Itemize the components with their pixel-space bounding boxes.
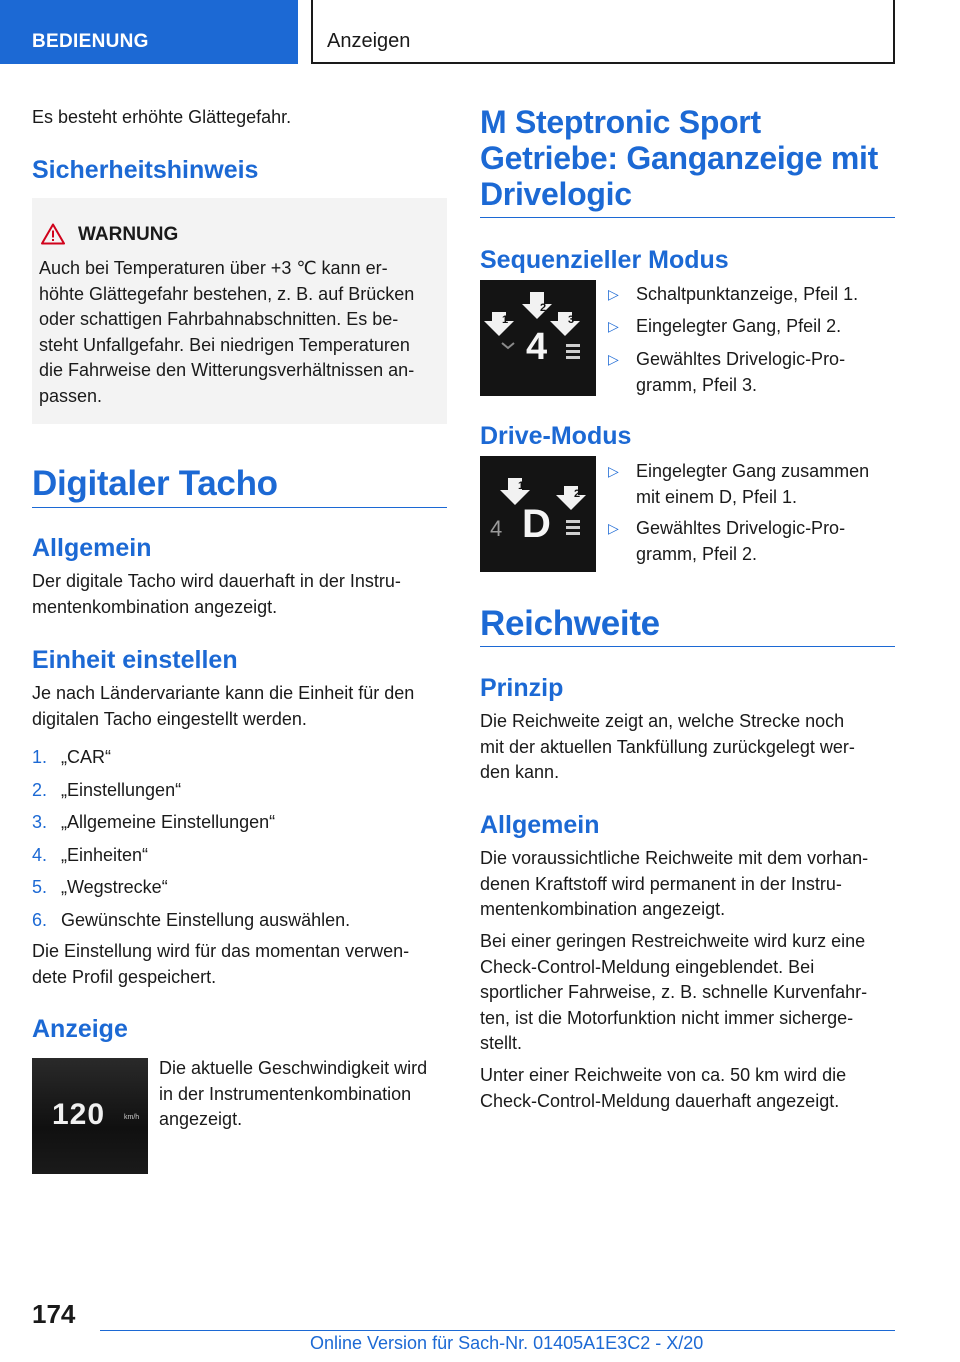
allgemein-heading: Allgemein [32, 534, 152, 562]
text-line: digitalen Tacho eingestellt werden. [32, 708, 307, 729]
drive-letter: D [522, 502, 551, 546]
arrow-label: 1 [518, 480, 525, 492]
list-item [32, 810, 452, 843]
prinzip-heading: Prinzip [480, 674, 564, 702]
allgemein-p3 [480, 1063, 900, 1114]
warning-body [39, 256, 444, 409]
steptronic-rule [480, 217, 895, 218]
step-text: „Wegstrecke“ [61, 877, 168, 897]
text-line: mentenkombination angezeigt. [480, 899, 726, 919]
list-item [608, 282, 898, 312]
allgemein-p1 [480, 846, 900, 923]
warning-line: steht Unfallgefahr. Bei niedrigen Temperaturen [39, 334, 410, 355]
step-text: Gewünschte Einstellung auswählen. [61, 909, 351, 930]
reichweite-heading: Reichweite [480, 604, 660, 643]
online-version-link[interactable]: Online Version für Sach-Nr. 01405A1E3C2 - X/20 [310, 1333, 704, 1353]
topic-label: Anzeigen [327, 30, 411, 52]
text-line: Check-Control-Meldung eingeblendet. Bei [480, 956, 815, 977]
list-item [32, 875, 452, 908]
warning-box [32, 198, 447, 424]
text-line: mit der aktuellen Tankfüllung zurückgelegt wer‐ [480, 736, 855, 757]
title-line: M Steptronic Sport [480, 104, 761, 140]
speed-value: 120 [52, 1098, 106, 1131]
text-line: Je nach Ländervariante kann die Einheit für den [32, 683, 415, 703]
bullet-text [636, 459, 886, 510]
warning-title: WARNUNG [78, 224, 179, 245]
step-text: „Einheiten“ [61, 844, 149, 865]
seq-heading: Sequenzieller Modus [480, 246, 729, 274]
arrow-label: 2 [540, 302, 547, 314]
warning-line: die Fahrweise den Witterungsverhältnissen an‐ [39, 360, 415, 380]
text-line: Schaltpunktanzeige, Pfeil 1. [636, 284, 859, 304]
triangle-bullet-icon: ▷ [608, 351, 619, 367]
list-item [608, 314, 898, 344]
text-line: Die Reichweite zeigt an, welche Strecke noch [480, 711, 845, 731]
tacho-rule [32, 507, 447, 508]
list-item [608, 459, 898, 514]
list-item [608, 516, 898, 571]
text-line: Eingelegter Gang zusammen [636, 461, 870, 481]
step-number: 4. [32, 844, 48, 865]
text-line: dete Profil gespeichert. [32, 966, 217, 987]
einheit-text [32, 681, 452, 732]
text-line: den kann. [480, 762, 560, 782]
step-number: 3. [32, 812, 48, 832]
text-line: mentenkombination angezeigt. [32, 596, 278, 617]
gear-number: 4 [526, 326, 548, 368]
text-line: gramm, Pfeil 3. [636, 374, 758, 395]
text-line: angezeigt. [159, 1109, 243, 1129]
text-line: mit einem D, Pfeil 1. [636, 486, 798, 507]
reichweite-rule [480, 646, 895, 647]
text-line: ten, ist die Motorfunktion nicht immer sicherge‐ [480, 1007, 854, 1028]
arrow-label: 2 [574, 488, 581, 500]
bullet-text [636, 516, 886, 567]
drive-mode-image [480, 456, 596, 572]
page-number: 174 [32, 1299, 76, 1329]
section-tab [0, 0, 298, 64]
text-line: gramm, Pfeil 2. [636, 543, 758, 564]
gear-number: 4 [490, 516, 503, 541]
speed-unit: km/h [124, 1114, 140, 1121]
warning-line: oder schattigen Fahrbahnabschnitten. Es be‐ [39, 309, 399, 329]
steps-list [32, 745, 452, 940]
topic-box [311, 0, 895, 64]
text-line: Die Einstellung wird für das momentan verwen‐ [32, 941, 410, 961]
step-text: „Einstellungen“ [61, 779, 182, 800]
triangle-bullet-icon: ▷ [608, 520, 619, 536]
title-line: Getriebe: Ganganzeige mit [480, 140, 878, 176]
list-item [32, 778, 452, 811]
text-line: stellt. [480, 1033, 523, 1053]
drive-heading: Drive-Modus [480, 422, 632, 450]
seq-list [608, 282, 898, 402]
steptronic-title [480, 104, 878, 212]
allgemein-p2 [480, 929, 900, 1057]
anzeige-heading: Anzeige [32, 1015, 128, 1043]
title-line: Drivelogic [480, 176, 632, 212]
step-text: „CAR“ [61, 747, 111, 767]
speedometer-image [32, 1058, 148, 1174]
text-line: sportlicher Fahrweise, z. B. schnelle Kurvenfahr‐ [480, 982, 868, 1002]
triangle-bullet-icon: ▷ [608, 286, 619, 302]
step-number: 6. [32, 909, 48, 930]
tacho-heading: Digitaler Tacho [32, 464, 278, 503]
step-number: 2. [32, 779, 48, 800]
text-line: in der Instrumentenkombination [159, 1083, 412, 1104]
sequential-mode-image [480, 280, 596, 396]
list-item [32, 843, 452, 876]
safety-heading: Sicherheitshinweis [32, 156, 259, 184]
text-line: Der digitale Tacho wird dauerhaft in der Instru‐ [32, 571, 401, 591]
footer-rule [100, 1330, 895, 1331]
list-item [608, 347, 898, 402]
triangle-bullet-icon: ▷ [608, 463, 619, 479]
bullet-text [636, 314, 886, 340]
list-item [32, 908, 452, 941]
profile-text [32, 939, 452, 990]
prinzip-text [480, 709, 900, 786]
warning-line: höhte Glättegefahr bestehen, z. B. auf Brücken [39, 283, 415, 304]
reichweite-allgemein-heading: Allgemein [480, 811, 600, 839]
text-line: denen Kraftstoff wird permanent in der Instru‐ [480, 873, 842, 894]
bullet-text [636, 282, 886, 308]
text-line: Eingelegter Gang, Pfeil 2. [636, 316, 842, 336]
allgemein-text [32, 569, 452, 620]
section-label: BEDIENUNG [32, 31, 149, 52]
drive-list [608, 459, 898, 574]
step-number: 5. [32, 877, 48, 897]
text-line: Gewähltes Drivelogic-Pro‐ [636, 349, 846, 369]
text-line: Gewähltes Drivelogic-Pro‐ [636, 518, 846, 538]
arrow-label: 1 [502, 314, 509, 326]
text-line: Die voraussichtliche Reichweite mit dem vorhan‐ [480, 848, 869, 868]
anzeige-text [159, 1056, 449, 1133]
warning-line: Auch bei Temperaturen über +3 ℃ kann er‐ [39, 258, 388, 278]
step-text: „Allgemeine Einstellungen“ [61, 812, 276, 832]
step-number: 1. [32, 747, 48, 767]
text-line: Die aktuelle Geschwindigkeit wird [159, 1058, 428, 1078]
bullet-text [636, 347, 886, 398]
text-line: Check-Control-Meldung dauerhaft angezeigt. [480, 1090, 840, 1111]
text-line: Bei einer geringen Restreichweite wird kurz eine [480, 931, 866, 951]
text-line: Unter einer Reichweite von ca. 50 km wird die [480, 1065, 847, 1085]
warning-icon [41, 223, 65, 245]
list-item [32, 745, 452, 778]
warning-line: passen. [39, 385, 103, 406]
einheit-heading: Einheit einstellen [32, 646, 238, 674]
intro-text: Es besteht erhöhte Glättegefahr. [32, 107, 292, 127]
arrow-label: 3 [568, 314, 575, 326]
triangle-bullet-icon: ▷ [608, 318, 619, 334]
